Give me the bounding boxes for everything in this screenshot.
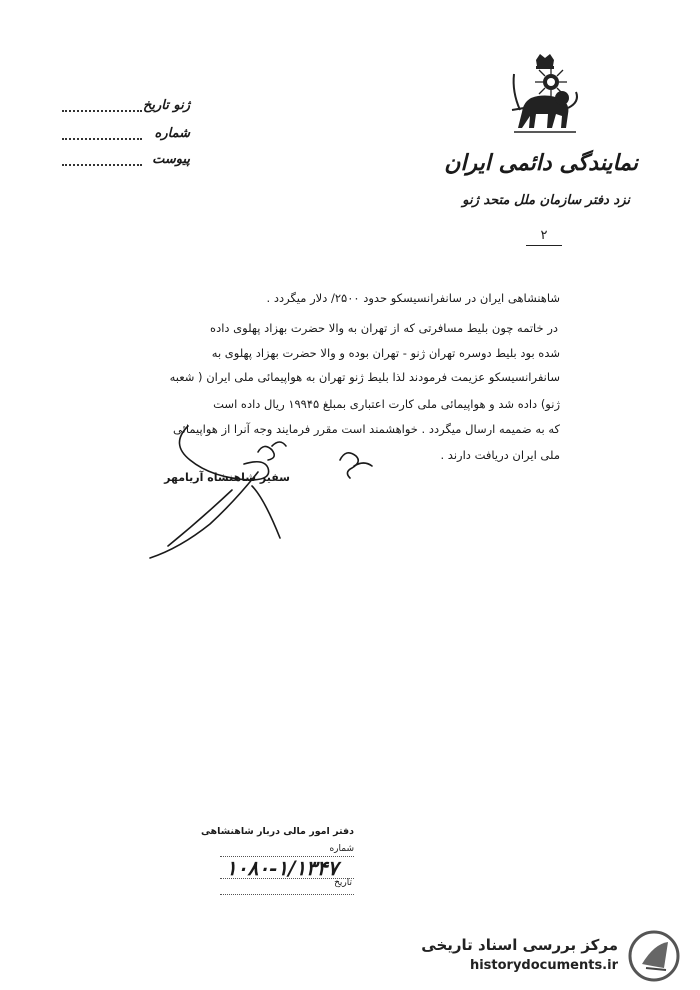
number-dotted-line (62, 138, 142, 140)
page-number: ۲ (526, 228, 562, 246)
letter-line: که به ضمیمه ارسال میگردد . خواهشمند است مقرر فرمایند وجه آنرا از هواپیمائی (173, 422, 560, 436)
stamp-title: دفتر امور مالی دربار شاهنشاهی (200, 826, 354, 837)
date-label: ژنو تاریخ (142, 98, 190, 113)
stamp-number-label: شماره (329, 844, 354, 854)
letter-line: ژنو) داده شد و هواپیمائی ملی کارت اعتباری بمبلغ ۱۹۹۴۵ ریال داده است (213, 397, 560, 411)
organization-title: نمایندگی دائمی ایران (444, 150, 638, 176)
number-label: شماره (154, 126, 190, 141)
stamp-dotted-line (220, 894, 354, 895)
stamp-number: ۱۰۸۰-۱/۱۳۴۷ (226, 856, 339, 880)
lion-and-sun-emblem-icon (506, 52, 584, 138)
watermark-url: historydocuments.ir (469, 958, 618, 973)
letter-line: سانفرانسیسکو عزیمت فرمودند لذا بلیط ژنو تهران به هواپیمائی ملی ایران ( شعبه (169, 370, 560, 384)
letter-line: شده بود بلیط دوسره تهران ژنو - تهران بوده و والا حضرت بهزاد پهلوی به (211, 346, 560, 360)
letter-line: ملی ایران دریافت دارند . (440, 448, 560, 462)
watermark-title: مرکز بررسی اسناد تاریخی (421, 936, 618, 954)
number-field (62, 126, 190, 144)
archive-logo-icon (628, 930, 680, 982)
stamp-date-label: تاریخ (334, 878, 352, 888)
handwritten-signature-icon (140, 420, 400, 570)
registration-stamp (200, 826, 362, 900)
signature-name: سفیر شاهنشاه آریامهر (164, 471, 290, 484)
attachment-dotted-line (62, 164, 142, 166)
letter-line: در خاتمه چون بلیط مسافرتی که از تهران به والا حضرت بهزاد پهلوی داده (210, 321, 558, 335)
attachment-field (62, 152, 190, 170)
attachment-label: پیوست (152, 152, 190, 167)
organization-subtitle: نزد دفتر سازمان ملل متحد ژنو (462, 193, 630, 208)
date-dotted-line (62, 110, 142, 112)
letter-line: شاهنشاهی ایران در سانفرانسیسکو حدود ۲۵۰۰/ دلار میگردد . (266, 291, 560, 305)
date-field (62, 98, 190, 116)
